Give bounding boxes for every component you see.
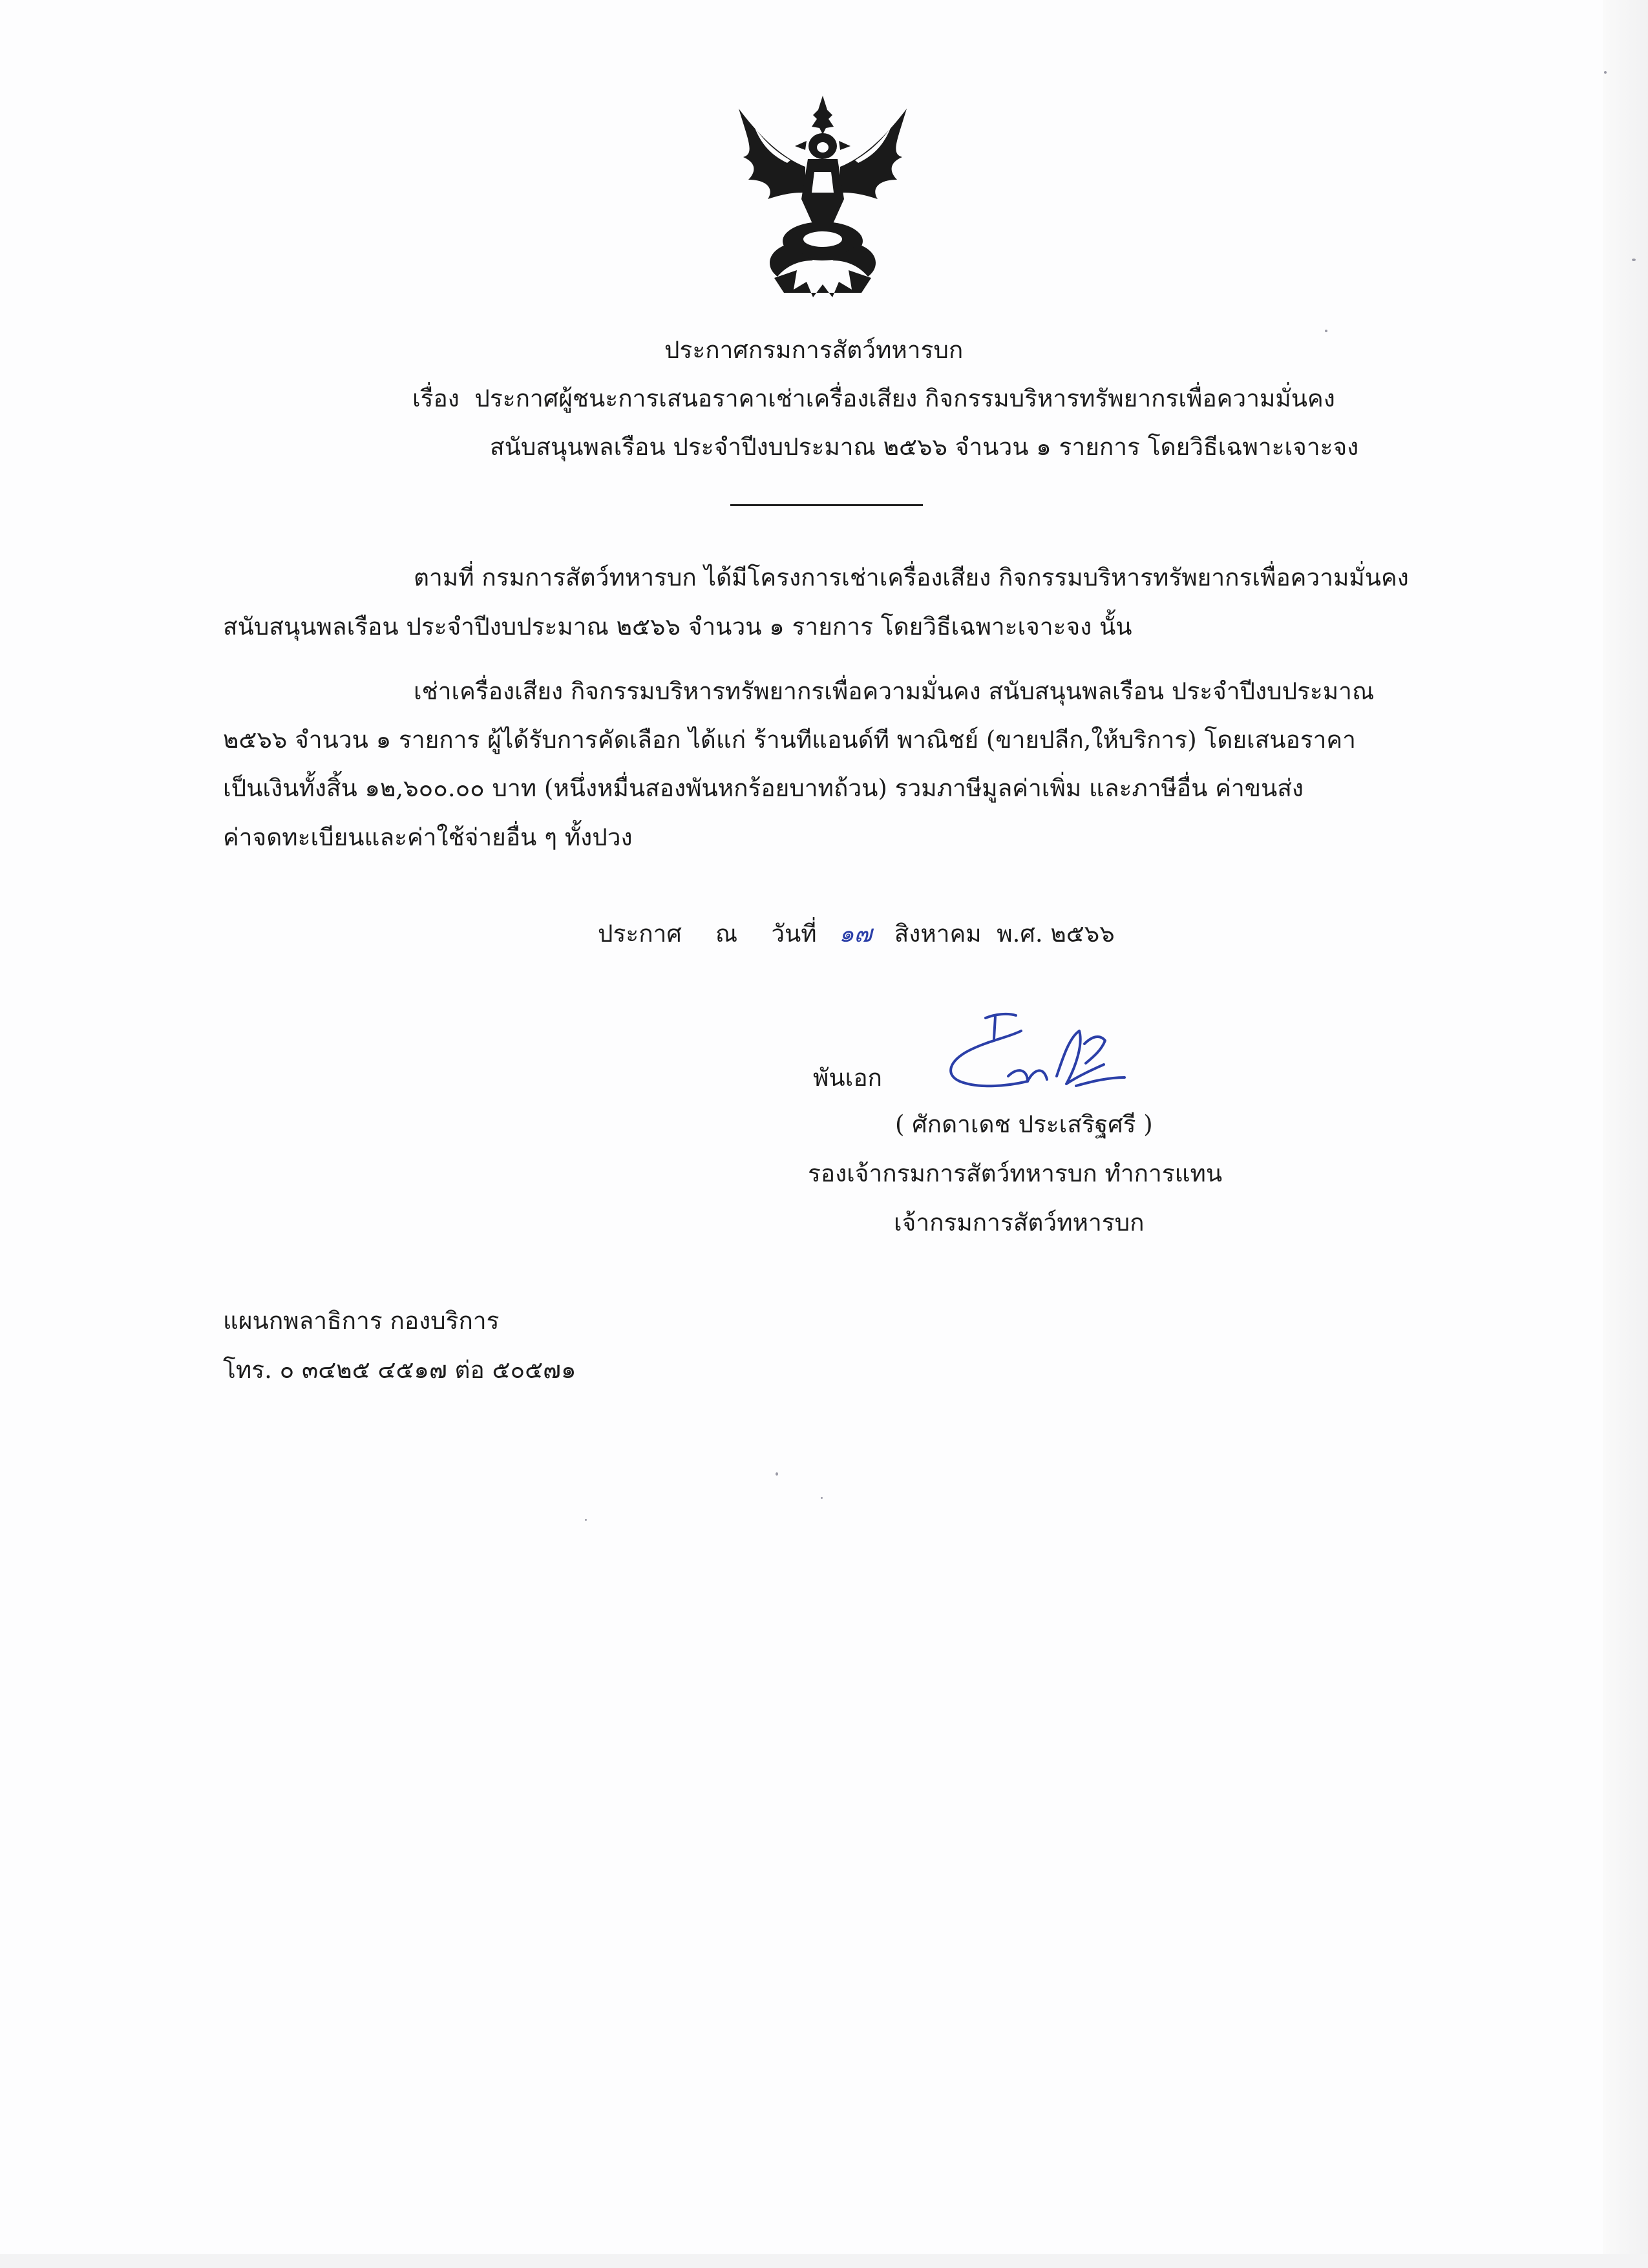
subject-line-1 [412, 383, 1335, 414]
handwritten-signature [931, 1005, 1144, 1105]
signer-position-2: เจ้ากรมการสัตว์ทหารบก [894, 1209, 1145, 1236]
era: พ.ศ. [997, 920, 1043, 948]
document-title: ประกาศกรมการสัตว์ทหารบก [664, 336, 964, 364]
signer-position-1: รองเจ้ากรมการสัตว์ทหารบก ทำการแทน [808, 1160, 1223, 1187]
paragraph-2-line-2: ๒๕๖๖ จำนวน ๑ รายการ ผู้ได้รับการคัดเลือก ได้แก่ ร้านทีแอนด์ที พาณิชย์ (ขายปลีก,ให้บริการ) โดยเสนอราคา [223, 726, 1356, 754]
at-word: ณ [715, 920, 738, 948]
signer-rank: พันเอก [813, 1064, 882, 1092]
subject-text-1: ประกาศผู้ชนะการเสนอราคาเช่าเครื่องเสียง กิจกรรมบริหารทรัพยากรเพื่อความมั่นคง [474, 385, 1335, 412]
title-underline [730, 504, 923, 506]
day-label: วันที่ [771, 920, 817, 948]
paragraph-1-line-2: สนับสนุนพลเรือน ประจำปีงบประมาณ ๒๕๖๖ จำนวน ๑ รายการ โดยวิธีเฉพาะเจาะจง นั้น [223, 613, 1132, 641]
handwritten-day: ๑๗ [839, 920, 872, 948]
year: ๒๕๖๖ [1050, 920, 1115, 948]
garuda-emblem-icon [729, 96, 916, 302]
month: สิงหาคม [894, 920, 982, 948]
paragraph-2-line-1: เช่าเครื่องเสียง กิจกรรมบริหารทรัพยากรเพื่อความมั่นคง สนับสนุนพลเรือน ประจำปีงบประมาณ [414, 677, 1375, 705]
subject-label: เรื่อง [412, 385, 460, 412]
subject-line-2: สนับสนุนพลเรือน ประจำปีงบประมาณ ๒๕๖๖ จำนวน ๑ รายการ โดยวิธีเฉพาะเจาะจง [490, 433, 1359, 461]
paragraph-2-line-3: เป็นเงินทั้งสิ้น ๑๒,๖๐๐.๐๐ บาท (หนึ่งหมื่นสองพันหกร้อยบาทถ้วน) รวมภาษีมูลค่าเพิ่ม และภาษีอื่น ค่าขนส่ง [223, 774, 1304, 802]
announcement-date [598, 918, 1115, 949]
signer-name: ( ศักดาเดช ประเสริฐศรี ) [895, 1110, 1153, 1138]
paragraph-1-line-1: ตามที่ กรมการสัตว์ทหารบก ได้มีโครงการเช่าเครื่องเสียง กิจกรรมบริหารทรัพยากรเพื่อความมั่นคง [414, 564, 1409, 591]
announce-word: ประกาศ [598, 920, 682, 948]
contact-department: แผนกพลาธิการ กองบริการ [223, 1307, 500, 1335]
scan-edge [1603, 0, 1648, 2268]
scan-bottom-edge [0, 2254, 1648, 2268]
contact-phone: โทร. ๐ ๓๔๒๕ ๔๕๑๗ ต่อ ๕๐๕๗๑ [223, 1356, 576, 1384]
paragraph-2-line-4: ค่าจดทะเบียนและค่าใช้จ่ายอื่น ๆ ทั้งปวง [223, 823, 633, 851]
